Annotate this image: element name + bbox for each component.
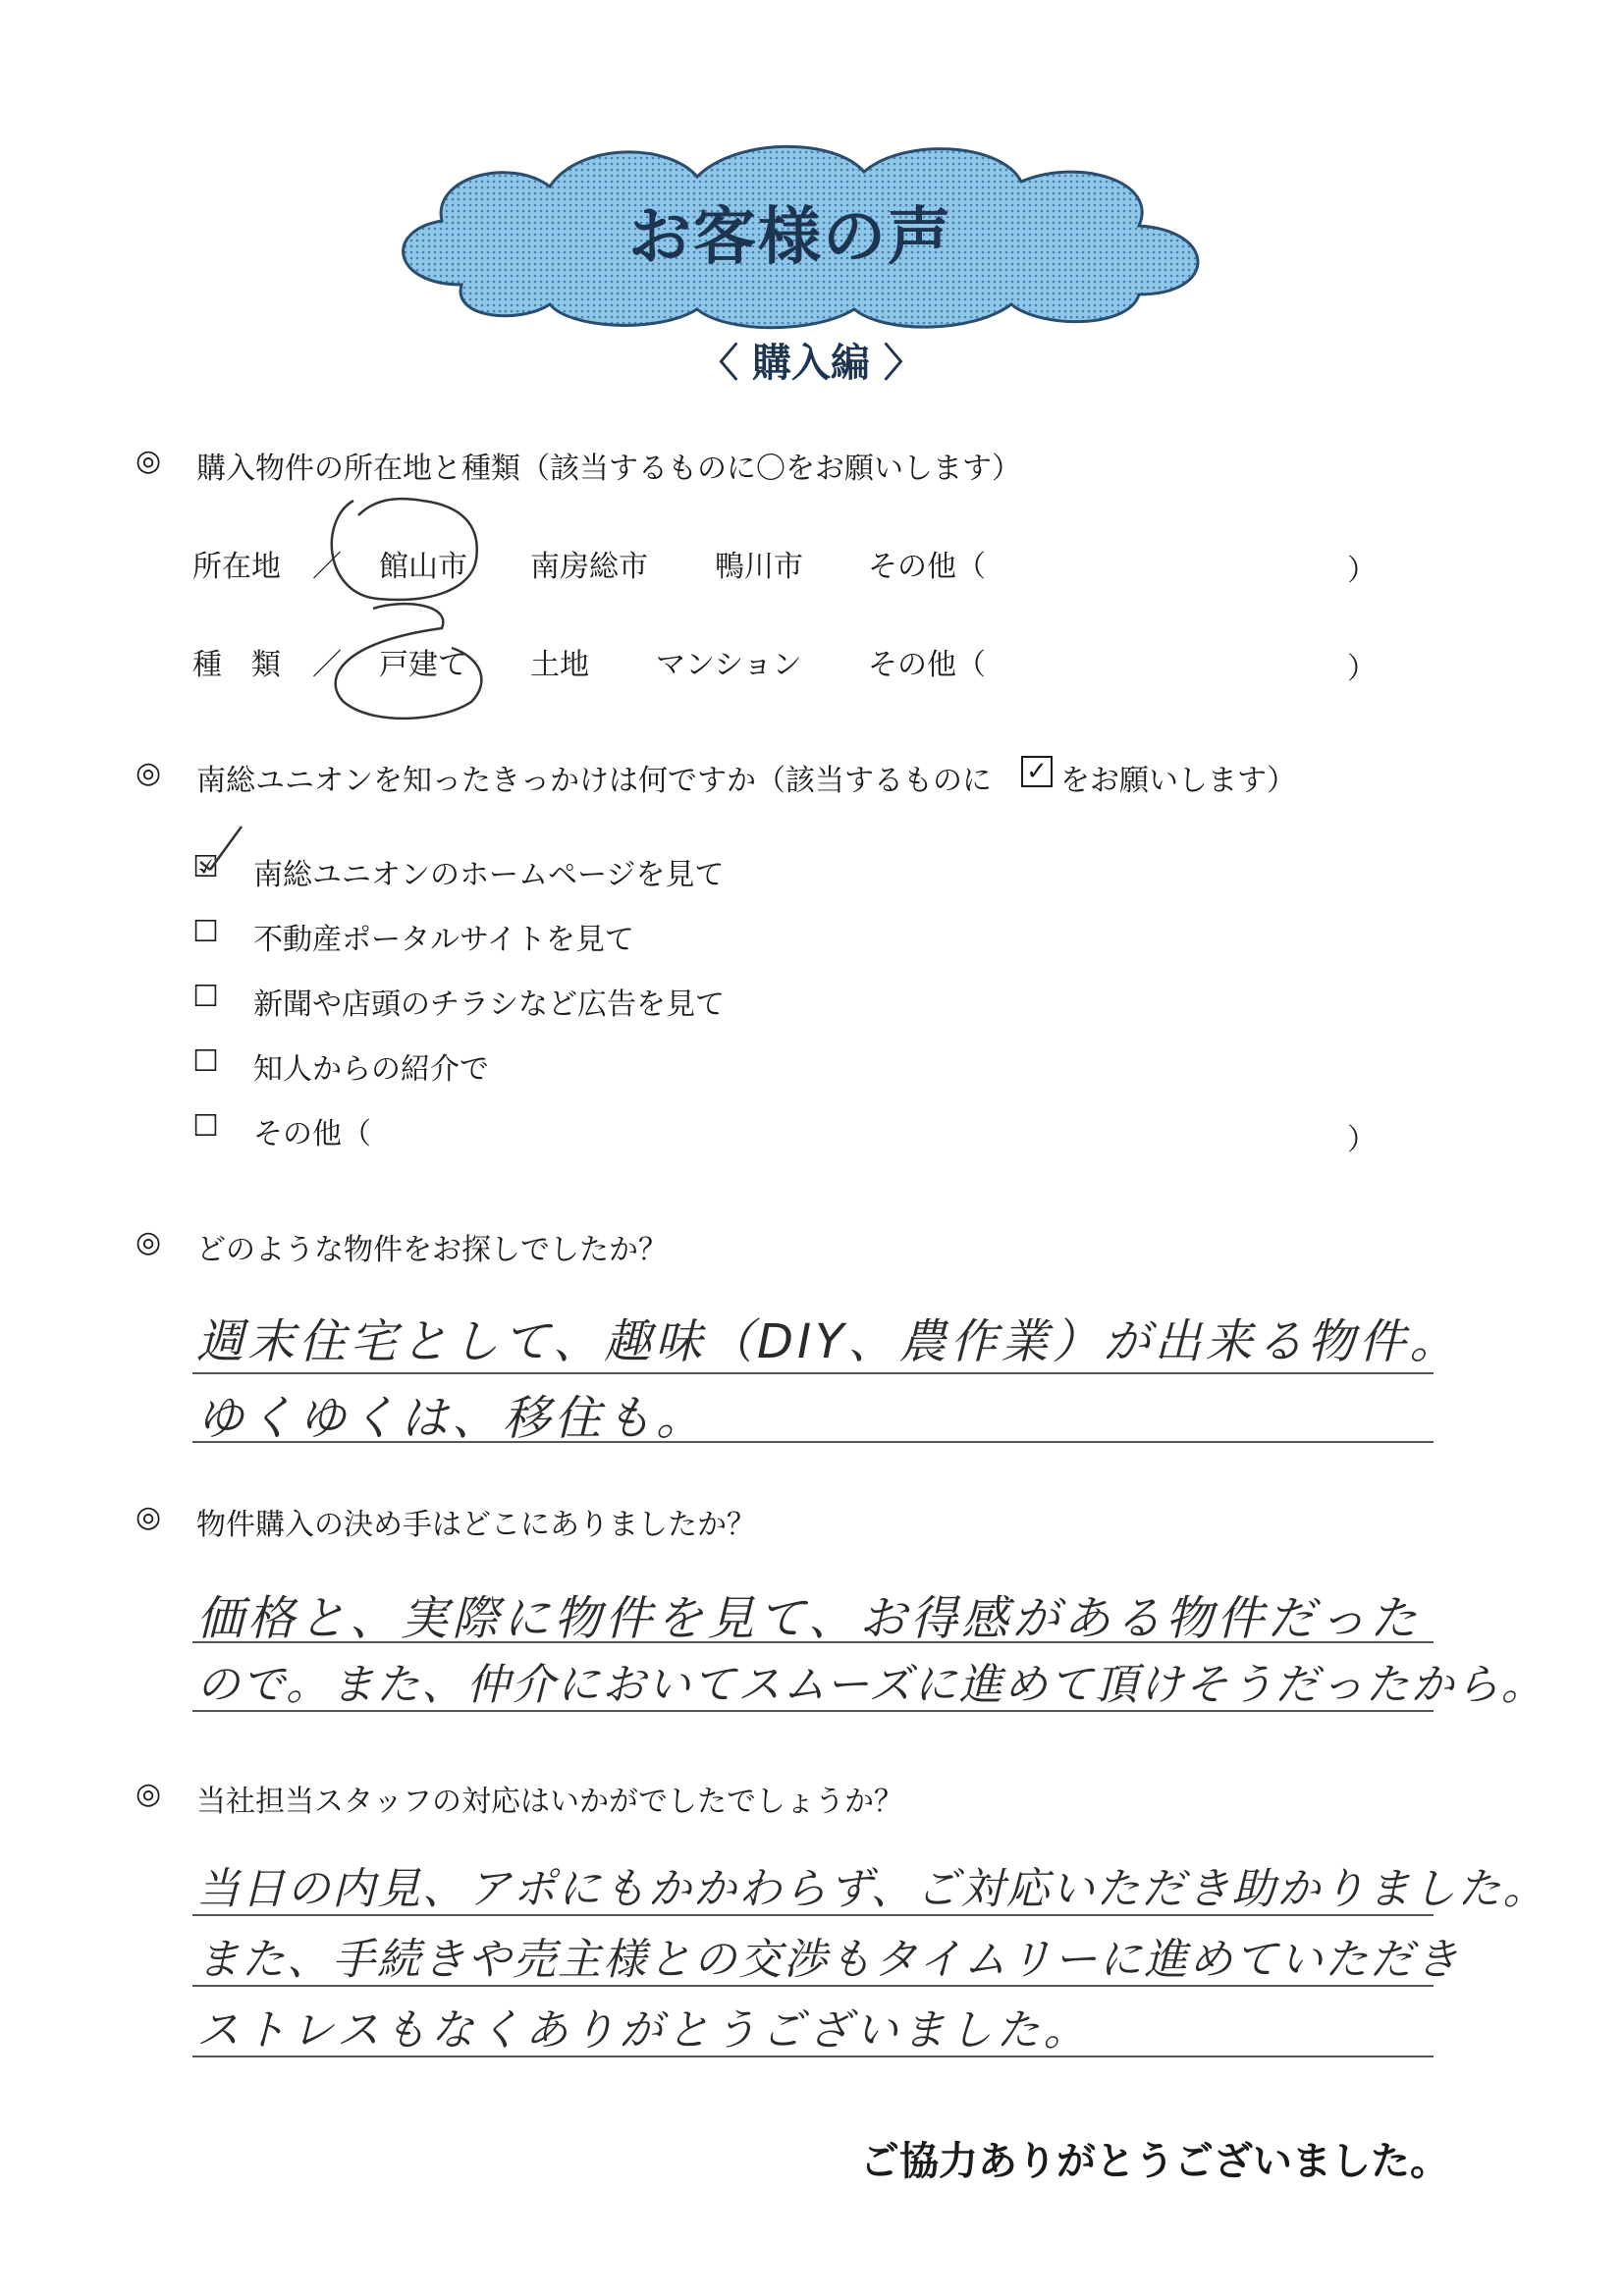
- q1-mark: ◎: [135, 444, 162, 478]
- checkbox-portal[interactable]: ☐: [192, 915, 219, 949]
- q3-answer-line-1[interactable]: 週末住宅として、趣味（DIY、農作業）が出来る物件。: [196, 1314, 1461, 1369]
- option-homepage-label: 南総ユニオンのホームページを見て: [253, 858, 725, 892]
- q3-mark: ◎: [135, 1225, 162, 1259]
- checkbox-referral[interactable]: ☐: [192, 1044, 219, 1079]
- q3-rule-1: [192, 1372, 1434, 1374]
- q3-answer-line-2[interactable]: ゆくゆくは、移住も。: [196, 1391, 708, 1446]
- option-referral-label: 知人からの紹介で: [253, 1052, 489, 1087]
- type-slash: ／: [312, 648, 342, 682]
- location-option-minamiboso[interactable]: 南房総市: [530, 550, 648, 584]
- option-other-close: ）: [1347, 1123, 1377, 1157]
- q5-mark: ◎: [135, 1777, 162, 1811]
- location-option-other[interactable]: その他（: [868, 550, 986, 584]
- option-portal-label: 不動産ポータルサイトを見て: [253, 923, 634, 957]
- location-label: 所在地: [192, 550, 281, 584]
- page-title: お客様の声: [628, 201, 952, 274]
- q3-rule-2: [192, 1441, 1434, 1443]
- page-subtitle: 〈 購入編 〉: [699, 341, 923, 386]
- circle-house: [336, 604, 482, 719]
- q4-mark: ◎: [135, 1500, 162, 1534]
- q5-rule-1: [192, 1914, 1434, 1916]
- type-other-close: ）: [1347, 652, 1377, 686]
- q3-label: どのような物件をお探しでしたか？: [196, 1233, 668, 1267]
- q5-label: 当社担当スタッフの対応はいかがでしたでしょうか？: [196, 1785, 903, 1819]
- location-slash: ／: [312, 550, 342, 584]
- option-other-label: その他（: [253, 1117, 371, 1151]
- q4-rule-1: [192, 1641, 1434, 1643]
- type-option-house[interactable]: 戸建て: [379, 648, 467, 682]
- q1-label: 購入物件の所在地と種類（該当するものに〇をお願いします）: [196, 452, 1021, 486]
- circle-tateyama: [332, 499, 477, 600]
- selection-circles: [314, 481, 511, 736]
- location-option-kamogawa[interactable]: 鴨川市: [715, 550, 803, 584]
- type-option-land[interactable]: 土地: [530, 648, 589, 682]
- q5-rule-3: [192, 2056, 1434, 2057]
- q4-answer-line-1[interactable]: 価格と、実際に物件を見て、お得感がある物件だった: [196, 1591, 1422, 1646]
- q5-answer-line-2[interactable]: また、手続きや売主様との交渉もタイムリーに進めていただき: [196, 1935, 1461, 1985]
- q5-rule-2: [192, 1985, 1434, 1987]
- checkbox-flyer[interactable]: ☐: [192, 980, 219, 1014]
- handwritten-check-mark: [192, 823, 251, 872]
- q2-mark: ◎: [135, 756, 162, 790]
- type-option-mansion[interactable]: マンション: [656, 648, 802, 682]
- q2-label-post: をお願いします）: [1060, 764, 1296, 798]
- q4-label: 物件購入の決め手はどこにありましたか？: [196, 1508, 756, 1542]
- location-other-close: ）: [1347, 554, 1377, 588]
- q4-answer-line-2[interactable]: ので。また、仲介においてスムーズに進めて頂けそうだったから。: [196, 1660, 1546, 1710]
- q5-answer-line-1[interactable]: 当日の内見、アポにもかかわらず、ご対応いただき助かりました。: [196, 1864, 1548, 1914]
- location-option-tateyama[interactable]: 館山市: [379, 550, 467, 584]
- checkbox-homepage[interactable]: ☑: [192, 850, 219, 884]
- q2-label-checkbox-icon: ✓: [1021, 756, 1053, 787]
- q5-answer-line-3[interactable]: ストレスもなくありがとうございました。: [196, 2005, 1091, 2056]
- checkbox-other[interactable]: ☐: [192, 1109, 219, 1144]
- option-flyer-label: 新聞や店頭のチラシなど広告を見て: [253, 988, 725, 1022]
- q4-rule-2: [192, 1710, 1434, 1712]
- type-option-other[interactable]: その他（: [868, 648, 986, 682]
- q2-label-pre: 南総ユニオンを知ったきっかけは何ですか（該当するものに: [196, 764, 992, 798]
- thanks-message: ご協力ありがとうございました。: [860, 2139, 1449, 2184]
- type-label: 種 類: [192, 648, 281, 682]
